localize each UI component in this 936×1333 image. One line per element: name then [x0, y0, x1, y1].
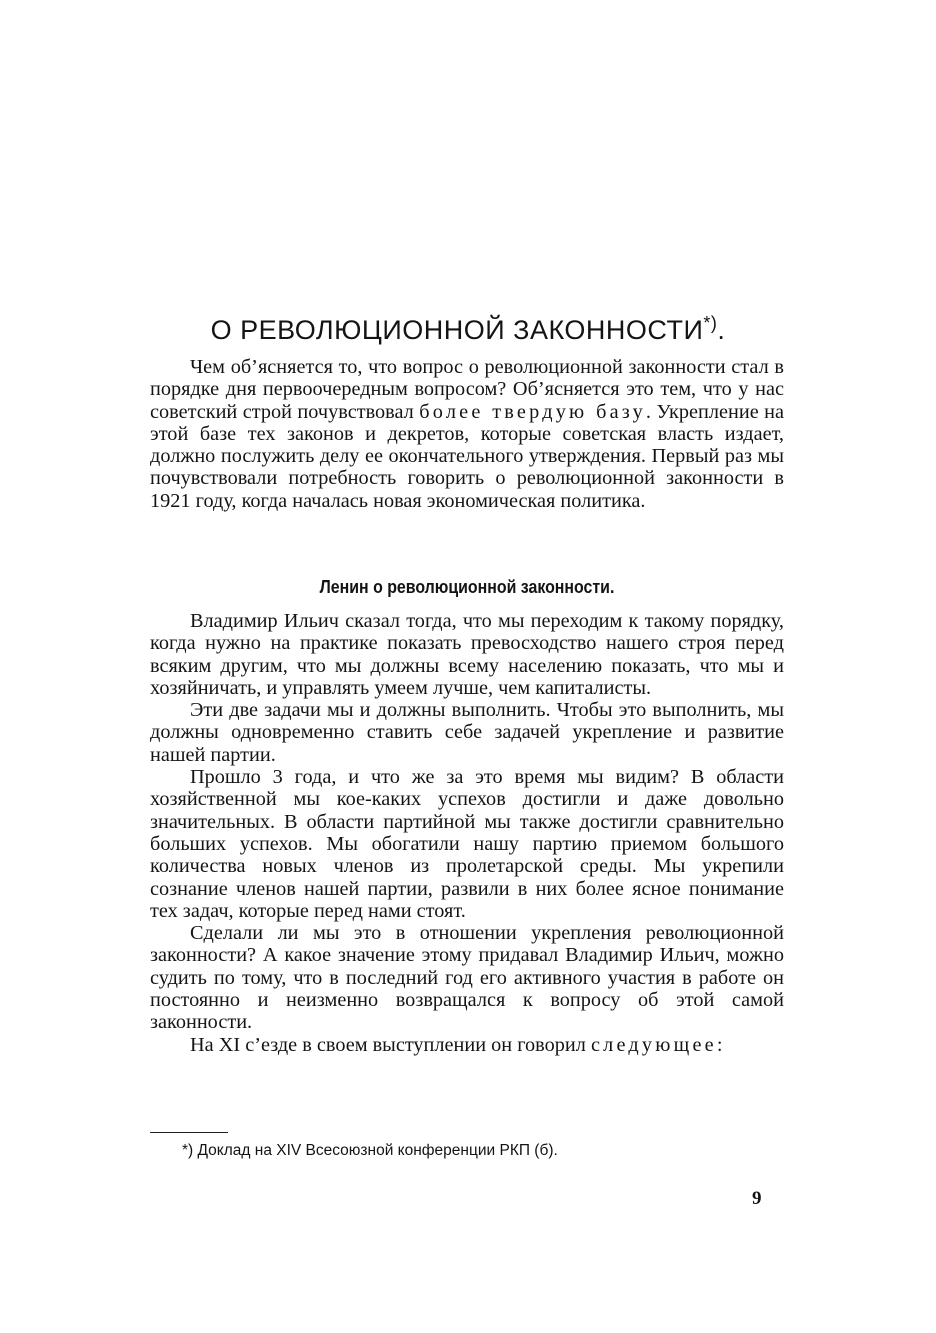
body-paragraph-last [150, 1034, 784, 1056]
body-paragraph: Владимир Ильич сказал тогда, что мы переходим к такому порядку, когда нужно на практике показать превосходство нашего строя перед всяким другим, что мы должны всему населению показать, что мы и хозяйничать, и управлять умеем лучше, чем капиталисты. [150, 610, 784, 699]
title-period: . [717, 315, 726, 345]
footnote: *) Доклад на XIV Всесоюзной конференции РКП (б). [182, 1142, 558, 1159]
body-paragraph: Сделали ли мы это в отношении укрепления революционной законности? А какое значение этому придавал Владимир Ильич, можно судить по тому, что в последний год его активного участия в работе он постоянно и неизменно возвращался к вопросу об этой самой законности. [150, 922, 784, 1034]
intro-section [150, 356, 784, 512]
main-section [150, 610, 784, 1056]
title-text: О РЕВОЛЮЦИОННОЙ ЗАКОННОСТИ [210, 315, 704, 345]
page-number: 9 [752, 1188, 762, 1209]
section-heading: Ленин о революционной законности. [319, 576, 615, 597]
body-paragraph: Эти две задачи мы и должны выполнить. Чтобы это выполнить, мы должны одновременно ставить себе задачей укрепление и развитие нашей партии. [150, 699, 784, 766]
title-footnote-mark: *) [703, 313, 718, 333]
intro-paragraph [150, 356, 784, 512]
intro-text-start: Чем об’ясняется то, что вопрос о революционной законности стал в порядке дня первоочередным вопросом? Об’ясняется это тем, что у нас советский строй почувствовал [150, 356, 784, 423]
last-paragraph-emphasis: следующее: [590, 1033, 726, 1056]
intro-text-end: . Укрепление на этой базе тех законов и декретов, которые советская власть издает, должно послужить делу ее окончательного утверждения. Первый раз мы почувствовали потребность говорить о революционной законности в 1921 году, когда началась новая экономическая политика. [150, 400, 785, 512]
page-title [150, 306, 786, 347]
intro-emphasis: более твердую базу [419, 400, 646, 423]
footnote-divider [150, 1132, 228, 1133]
body-paragraph: Прошло 3 года, и что же за это время мы видим? В области хозяйственной мы кое-каких успехов достигли и даже довольно значительных. В области партийной мы также достигли сравнительно больших успехов. Мы обогатили нашу партию приемом большого количества новых членов из пролетарской среды. Мы укрепили сознание членов нашей партии, развили в них более ясное понимание тех задач, которые перед нами стоят. [150, 766, 784, 922]
last-paragraph-text: На XI с’езде в своем выступлении он говорил [190, 1033, 586, 1056]
